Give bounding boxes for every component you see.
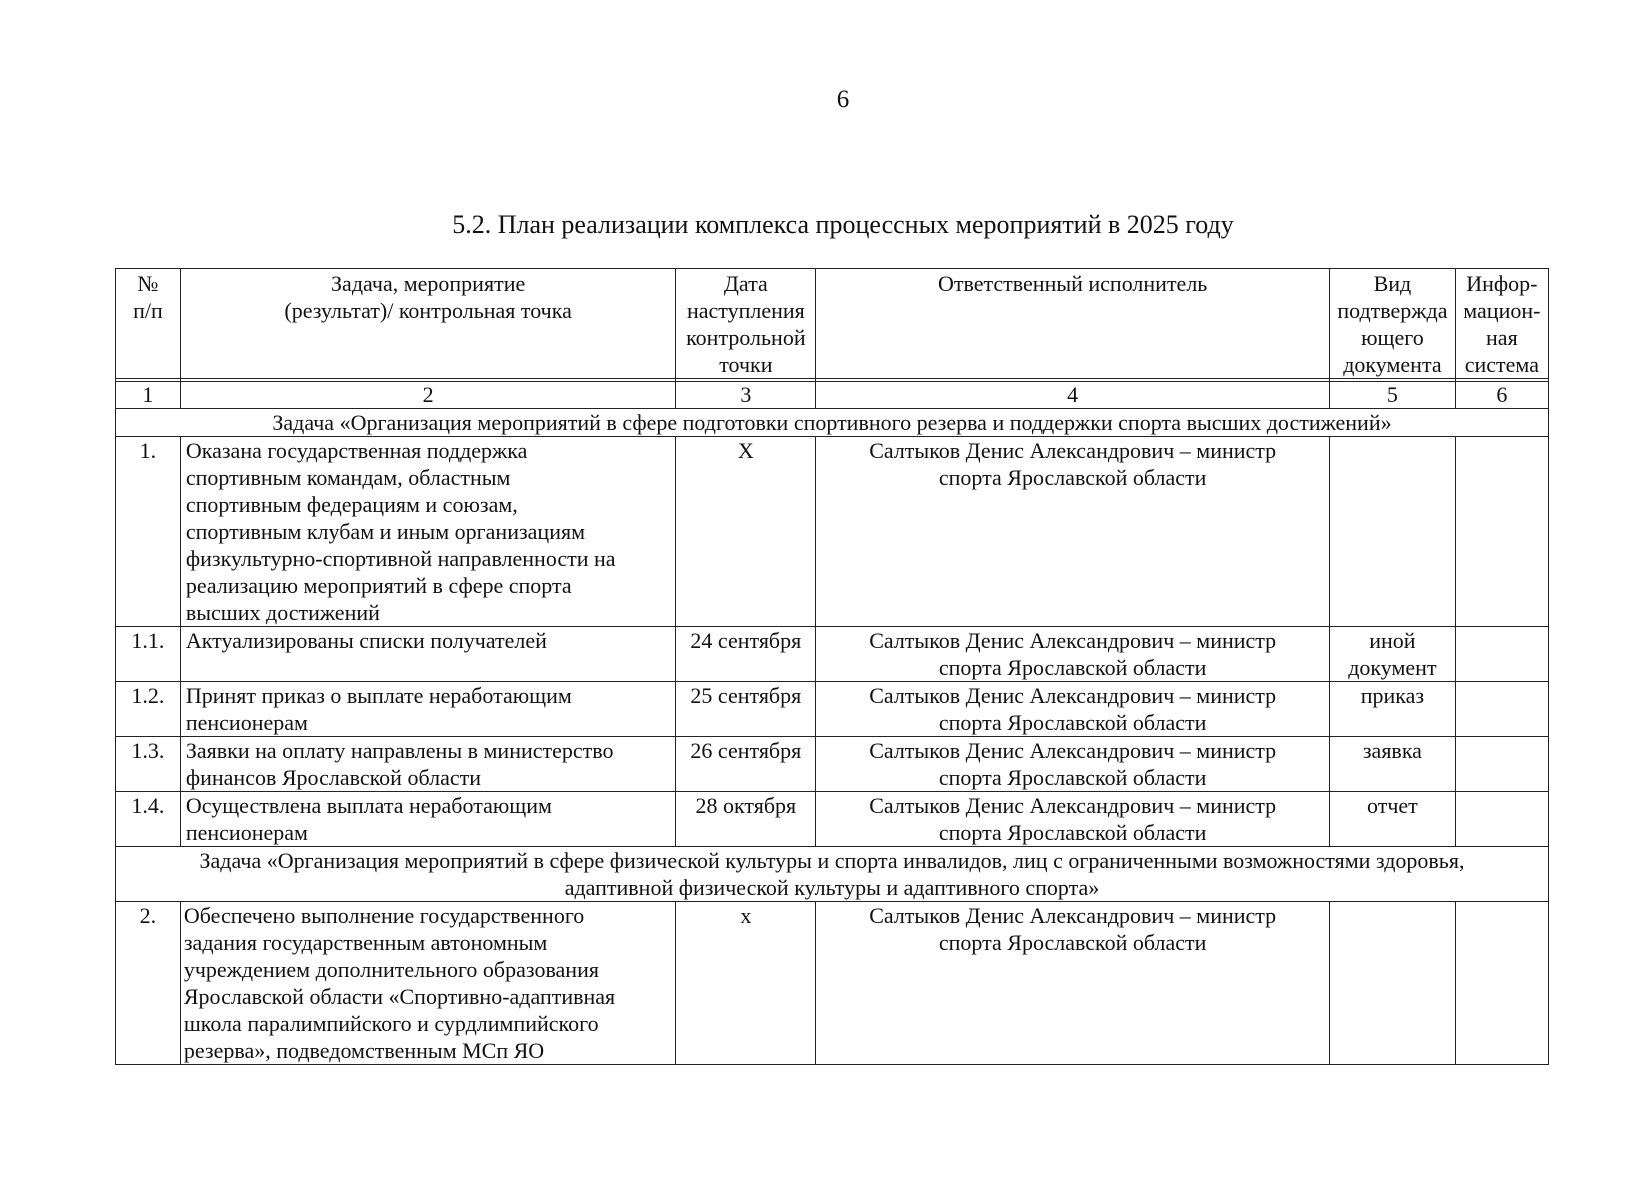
row-activity: Заявки на оплату направлены в министерство финансов Ярославской области [180, 737, 676, 792]
column-numbers-row [116, 382, 1549, 409]
row-responsible: Салтыков Денис Александрович – министр спорта Ярославской области [816, 902, 1330, 1065]
table-row [116, 737, 1549, 792]
row-activity: Оказана государственная поддержка спортивным командам, областным спортивным федерациям и союзам, спортивным клубам и иным организациям физкультурно-спортивной направленности на реализацию мероприятий в сфере спорта высших достижений [180, 437, 676, 627]
row-activity: Осуществлена выплата неработающим пенсионерам [180, 792, 676, 847]
row-responsible: Салтыков Денис Александрович – министр спорта Ярославской области [816, 792, 1330, 847]
table-row [116, 682, 1549, 737]
row-document-type [1330, 437, 1456, 627]
header-document-type: Вид подтвержда ющего документа [1330, 269, 1456, 379]
row-responsible: Салтыков Денис Александрович – министр спорта Ярославской области [816, 627, 1330, 682]
row-date: 28 октября [676, 792, 816, 847]
row-info-system [1455, 627, 1548, 682]
row-responsible: Салтыков Денис Александрович – министр спорта Ярославской области [816, 437, 1330, 627]
task-heading-row [116, 409, 1549, 437]
row-date: X [676, 437, 816, 627]
row-info-system [1455, 737, 1548, 792]
header-number: № п/п [116, 269, 181, 379]
row-number: 1.4. [116, 792, 181, 847]
row-info-system [1455, 682, 1548, 737]
row-number: 1.1. [116, 627, 181, 682]
table-row [116, 437, 1549, 627]
table-row [116, 627, 1549, 682]
row-activity: Актуализированы списки получателей [180, 627, 676, 682]
row-info-system [1455, 792, 1548, 847]
row-date: 24 сентября [676, 627, 816, 682]
table-row [116, 792, 1549, 847]
column-number: 5 [1330, 382, 1456, 409]
row-document-type: иной документ [1330, 627, 1456, 682]
row-info-system [1455, 902, 1548, 1065]
header-task: Задача, мероприятие (результат)/ контрольная точка [180, 269, 676, 379]
row-info-system [1455, 437, 1548, 627]
row-responsible: Салтыков Денис Александрович – министр спорта Ярославской области [816, 682, 1330, 737]
task-heading-row [116, 847, 1549, 902]
row-activity: Принят приказ о выплате неработающим пенсионерам [180, 682, 676, 737]
row-date: 26 сентября [676, 737, 816, 792]
task-heading: Задача «Организация мероприятий в сфере подготовки спортивного резерва и поддержки спорта высших достижений» [116, 409, 1549, 437]
row-date: 25 сентября [676, 682, 816, 737]
column-number: 4 [816, 382, 1330, 409]
row-document-type: отчет [1330, 792, 1456, 847]
row-document-type: заявка [1330, 737, 1456, 792]
row-number: 2. [116, 902, 181, 1065]
row-document-type: приказ [1330, 682, 1456, 737]
row-number: 1. [116, 437, 181, 627]
header-info-system: Инфор- мацион- ная система [1455, 269, 1548, 379]
header-date: Дата наступления контрольной точки [676, 269, 816, 379]
column-number: 3 [676, 382, 816, 409]
row-document-type [1330, 902, 1456, 1065]
row-number: 1.3. [116, 737, 181, 792]
table-header-row [116, 269, 1549, 379]
column-number: 1 [116, 382, 181, 409]
header-responsible: Ответственный исполнитель [816, 269, 1330, 379]
row-responsible: Салтыков Денис Александрович – министр спорта Ярославской области [816, 737, 1330, 792]
activities-plan-table [115, 268, 1549, 1065]
column-number: 2 [180, 382, 676, 409]
row-activity: Обеспечено выполнение государственного задания государственным автономным учреждением дополнительного образования Ярославской области «Спортивно-адаптивная школа паралимпийского и сурдлимпийского резерва», подведомственным МСп ЯО [180, 902, 676, 1065]
table-row [116, 902, 1549, 1065]
row-date: х [676, 902, 816, 1065]
row-number: 1.2. [116, 682, 181, 737]
column-number: 6 [1455, 382, 1548, 409]
page-title: 5.2. План реализации комплекса процессных мероприятий в 2025 году [452, 210, 1234, 239]
task-heading: Задача «Организация мероприятий в сфере физической культуры и спорта инвалидов, лиц с ограниченными возможностями здоровья, адаптивной физической культуры и адаптивного спорта» [116, 847, 1549, 902]
page-number: 6 [836, 86, 850, 113]
